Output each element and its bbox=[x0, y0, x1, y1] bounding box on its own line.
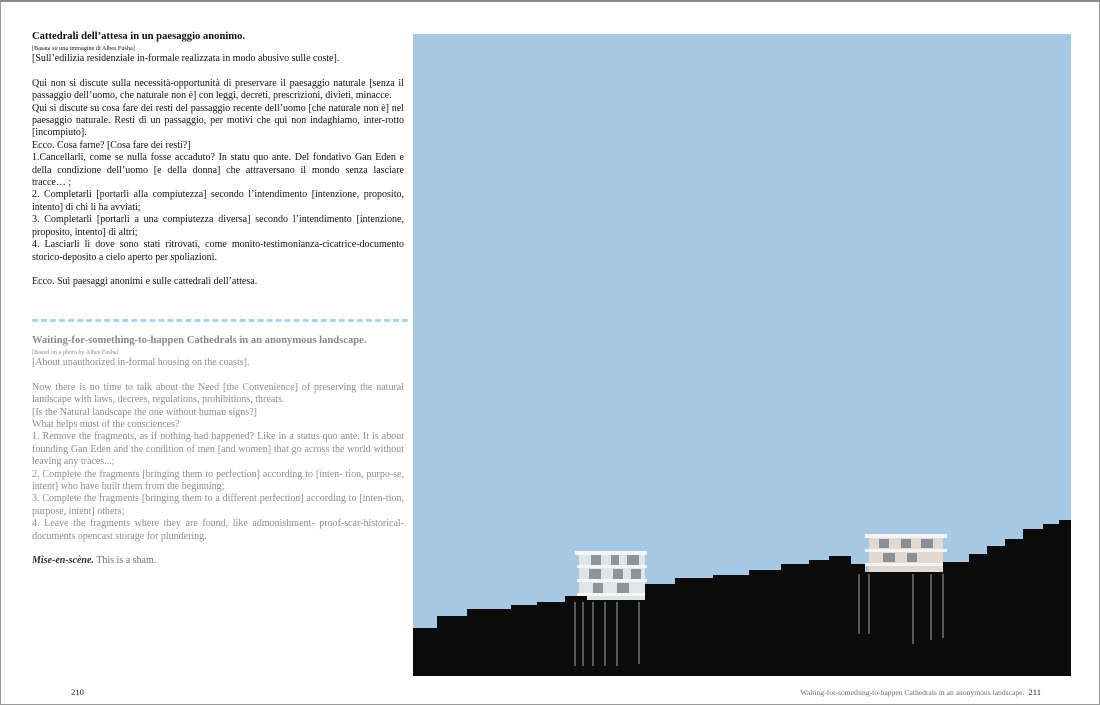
running-title: Waiting-for-something-to-happen Cathedrals in an anonymous landscape. bbox=[800, 688, 1025, 697]
english-paragraph: Now there is no time to talk about the Need [the Convenience] of preserving the natural landscape with laws, decrees, regulations, prohibitions, threats. bbox=[32, 381, 404, 406]
italian-paragraph: Ecco. Cosa farne? [Cosa fare dei resti?] bbox=[32, 139, 191, 151]
language-divider bbox=[32, 319, 408, 322]
italian-paragraph: 2. Completarli [portarli alla compiutezza] secondo l’intendimento [intenzione, proposito, intento] di chi li ha avviati; bbox=[32, 189, 404, 213]
running-footer-right bbox=[800, 687, 1041, 697]
mise-en-scene-text: This is a sham. bbox=[93, 555, 157, 567]
italian-subject: [Sull’edilizia residenziale in-formale realizzata in modo abusivo sulle coste]. bbox=[32, 53, 340, 65]
italian-text-column bbox=[32, 31, 404, 288]
unfinished-building-right bbox=[865, 534, 947, 576]
page-number-left: 210 bbox=[71, 687, 84, 697]
english-paragraph: 1. Remove the fragments, as if nothing had happened? Like in a status quo ante. It is about founding Gan Eden and the condition of men [and women] that go across the world without leaving any traces...; bbox=[32, 431, 404, 468]
italian-paragraph: Qui si discute su cosa fare dei resti del passaggio recente dell’uomo [che naturale non è] nel paesaggio naturale. Resti di un passaggio, per motivi che qui non indaghiamo, inter-rotto [incompiuto]. bbox=[32, 102, 404, 139]
english-paragraph: 4. Leave the fragments where they are found, like admonishment- proof-scar-historical-documents opencast storage for plundering. bbox=[32, 518, 404, 542]
english-paragraph: 3. Complete the fragments [bringing them to a different perfection] according to [inten-tion, purpose, intent] others; bbox=[32, 493, 404, 517]
english-text-column bbox=[32, 335, 404, 568]
english-paragraph: What helps most of the consciences? bbox=[32, 419, 180, 431]
english-title: Waiting-for-something-to-happen Cathedrals in an anonymous landscape. bbox=[32, 335, 367, 346]
italian-photo-credit: [Basata su una immagine di Albes Fusha] bbox=[32, 45, 135, 53]
landscape-photo bbox=[413, 34, 1071, 676]
page-number-right: 211 bbox=[1028, 687, 1041, 697]
italian-paragraph: Qui non si discute sulla necessità-opportunità di preservare il paesaggio naturale [senza il passaggio dell’uomo, che naturale non è] con leggi, decreti, prescrizioni, divieti, minacce. bbox=[32, 77, 404, 102]
english-note bbox=[32, 555, 404, 567]
italian-paragraph: 1.Cancellarli, come se nulla fosse accaduto? In statu quo ante. Del fondativo Gan Eden e della condizione dell’uomo [e della donna] che attraversano il mondo senza lasciare tracce… ; bbox=[32, 152, 404, 189]
italian-title: Cattedrali dell’attesa in un paesaggio anonimo. bbox=[32, 31, 246, 42]
english-subject: [About unauthorized in-formal housing on the coasts]. bbox=[32, 357, 250, 369]
english-photo-credit: [Based on a photo by Albes Fusha] bbox=[32, 349, 119, 357]
english-paragraph: [Is the Natural landscape the one without human signs?] bbox=[32, 406, 257, 418]
landscape-illustration bbox=[413, 34, 1071, 676]
italian-closing: Ecco. Sui paesaggi anonimi e sulle cattedrali dell’attesa. bbox=[32, 275, 258, 287]
italian-paragraph: 4. Lasciarli lì dove sono stati ritrovati, come monito-testimonianza-cicatrice-documento storico-deposito a cielo aperto per spoliazioni. bbox=[32, 239, 404, 263]
italian-paragraph: 3. Completarli [portarli a una compiutezza diversa] secondo l’intendimento [intenzione, proposito, intento] di altri; bbox=[32, 214, 404, 238]
mise-en-scene-label: Mise-en-scène. bbox=[32, 555, 94, 567]
english-paragraph: 2. Complete the fragments [bringing them to perfection] according to [inten- tion, purpo-se, intent] who have built them from the beginning; bbox=[32, 468, 404, 493]
